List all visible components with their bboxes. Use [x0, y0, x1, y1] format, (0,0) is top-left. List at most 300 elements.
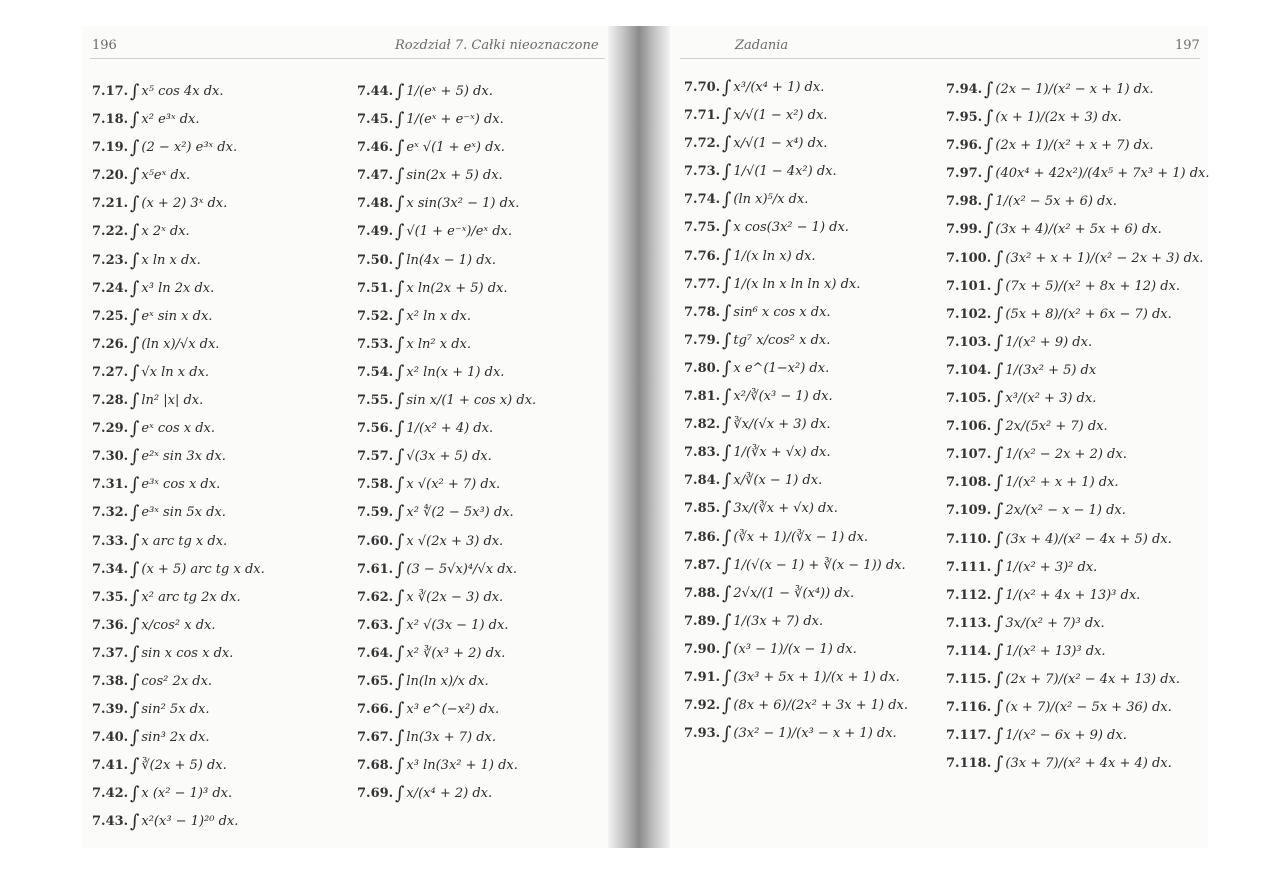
exercise-item — [946, 357, 1210, 385]
integrand-expression: sin² 5x dx. — [141, 702, 210, 718]
exercise-item — [946, 413, 1210, 441]
exercise-number: 7.96. — [946, 138, 983, 154]
integrand-expression: sin x cos x dx. — [141, 645, 234, 661]
integrand-expression: (∛x + 1)/(∛x − 1) dx. — [733, 529, 869, 545]
integrand-expression: x⁵ cos 4x dx. — [141, 84, 224, 99]
integral-sign-icon: ∫ — [395, 165, 405, 187]
exercise-item — [357, 668, 536, 696]
exercise-number: 7.18. — [92, 112, 129, 128]
exercise-number: 7.90. — [684, 641, 721, 657]
exercise-number: 7.70. — [684, 80, 721, 95]
integral-sign-icon: ∫ — [722, 77, 732, 98]
right-running-head: Zadania — [735, 38, 789, 53]
integral-sign-icon: ∫ — [395, 586, 405, 608]
exercise-number: 7.79. — [684, 332, 721, 348]
exercise-number: 7.86. — [684, 529, 721, 545]
integral-sign-icon: ∫ — [395, 474, 405, 496]
integral-sign-icon: ∫ — [722, 329, 732, 351]
exercise-number: 7.27. — [92, 364, 129, 380]
integrand-expression: √x ln x dx. — [141, 364, 210, 380]
exercise-number: 7.78. — [684, 304, 721, 320]
exercise-number: 7.66. — [357, 702, 394, 718]
exercise-item — [946, 245, 1210, 273]
exercise-item — [684, 102, 908, 130]
exercise-item — [684, 327, 908, 355]
integrand-expression: ln(ln x)/x dx. — [406, 673, 489, 689]
integrand-expression: 3x/(x² + 7)³ dx. — [1005, 615, 1105, 631]
integral-sign-icon: ∫ — [994, 753, 1004, 775]
integrand-expression: (x + 5) arc tg x dx. — [141, 561, 265, 577]
exercise-item — [357, 752, 536, 780]
exercise-number: 7.32. — [92, 505, 129, 521]
integral-sign-icon: ∫ — [722, 301, 732, 323]
integral-sign-icon: ∫ — [130, 165, 140, 187]
exercise-number: 7.112. — [946, 587, 992, 603]
integrand-expression: x³ ln 2x dx. — [141, 280, 215, 296]
integrand-expression: x² e³ˣ dx. — [141, 112, 200, 128]
integrand-expression: cos² 2x dx. — [141, 673, 213, 689]
integral-sign-icon: ∫ — [130, 221, 140, 243]
integral-sign-icon: ∫ — [130, 699, 140, 721]
exercise-number: 7.46. — [357, 140, 394, 156]
exercise-number: 7.28. — [92, 393, 129, 409]
exercise-number: 7.41. — [92, 758, 129, 774]
exercise-item — [946, 329, 1210, 357]
exercise-item — [684, 720, 908, 748]
exercise-item — [684, 495, 908, 523]
integral-sign-icon: ∫ — [130, 783, 140, 805]
integrand-expression: 1/(eˣ + e⁻ˣ) dx. — [406, 112, 504, 128]
integral-sign-icon: ∫ — [395, 502, 405, 524]
integrand-expression: 1/(x ln x) dx. — [733, 248, 816, 264]
integral-sign-icon: ∫ — [722, 189, 732, 211]
integral-sign-icon: ∫ — [722, 245, 732, 267]
integral-sign-icon: ∫ — [130, 390, 140, 412]
exercise-number: 7.105. — [946, 391, 992, 407]
integral-sign-icon: ∫ — [994, 697, 1004, 719]
integral-sign-icon: ∫ — [994, 247, 1004, 269]
integrand-expression: x/√(1 − x⁴) dx. — [733, 136, 828, 152]
integrand-expression: x sin(3x² − 1) dx. — [406, 196, 520, 212]
exercise-item — [92, 415, 265, 443]
exercise-number: 7.59. — [357, 505, 394, 521]
right-page-number: 197 — [1175, 38, 1200, 53]
integral-sign-icon: ∫ — [395, 249, 405, 271]
integral-sign-icon: ∫ — [395, 418, 405, 440]
integral-sign-icon: ∫ — [395, 361, 405, 383]
exercise-item — [946, 582, 1210, 610]
exercise-number: 7.42. — [92, 786, 129, 802]
exercise-item — [357, 612, 536, 640]
exercise-number: 7.104. — [946, 362, 992, 378]
integral-sign-icon: ∫ — [984, 135, 994, 157]
integrand-expression: 1/(x ln x ln ln x) dx. — [733, 276, 861, 292]
exercise-number: 7.110. — [946, 531, 992, 547]
exercise-column-2 — [357, 78, 536, 808]
exercise-item — [92, 556, 265, 584]
exercise-item — [684, 271, 908, 299]
exercise-number: 7.89. — [684, 613, 721, 629]
exercise-item — [92, 162, 265, 190]
exercise-item — [357, 303, 536, 331]
integral-sign-icon: ∫ — [130, 193, 140, 215]
integrand-expression: (7x + 5)/(x² + 8x + 12) dx. — [1005, 278, 1181, 294]
integral-sign-icon: ∫ — [130, 249, 140, 271]
integrand-expression: (3x² − 1)/(x³ − x + 1) dx. — [733, 726, 897, 742]
integrand-expression: 1/(x² − 6x + 9) dx. — [1005, 728, 1127, 744]
exercise-item — [357, 106, 536, 134]
exercise-item — [92, 190, 265, 218]
exercise-number: 7.35. — [92, 589, 129, 605]
integrand-expression: (2x − 1)/(x² − x + 1) dx. — [995, 82, 1154, 97]
integral-sign-icon: ∫ — [130, 558, 140, 580]
exercise-item — [684, 580, 908, 608]
exercise-item — [946, 722, 1210, 750]
integral-sign-icon: ∫ — [722, 554, 732, 576]
exercise-number: 7.87. — [684, 557, 721, 573]
exercise-number: 7.22. — [92, 224, 129, 240]
exercise-number: 7.84. — [684, 473, 721, 489]
exercise-number: 7.117. — [946, 728, 992, 744]
integral-sign-icon: ∫ — [984, 163, 994, 185]
exercise-number: 7.63. — [357, 617, 394, 633]
integral-sign-icon: ∫ — [994, 668, 1004, 690]
integral-sign-icon: ∫ — [984, 79, 994, 100]
exercise-item — [946, 104, 1210, 132]
exercise-number: 7.56. — [357, 421, 394, 437]
integral-sign-icon: ∫ — [994, 612, 1004, 634]
exercise-number: 7.71. — [684, 108, 721, 124]
exercise-number: 7.62. — [357, 589, 394, 605]
exercise-item — [357, 134, 536, 162]
exercise-item — [684, 524, 908, 552]
exercise-item — [946, 188, 1210, 216]
exercise-number: 7.55. — [357, 393, 394, 409]
integrand-expression: ln² |x| dx. — [141, 393, 204, 409]
integral-sign-icon: ∫ — [722, 273, 732, 295]
exercise-number: 7.21. — [92, 196, 129, 212]
exercise-item — [684, 74, 908, 102]
exercise-item — [92, 696, 265, 724]
exercise-item — [684, 552, 908, 580]
exercise-item — [946, 497, 1210, 525]
exercise-number: 7.73. — [684, 164, 721, 180]
integrand-expression: ∛(2x + 5) dx. — [141, 758, 227, 774]
exercise-item — [357, 162, 536, 190]
integral-sign-icon: ∫ — [395, 333, 405, 355]
integrand-expression: x² ln(x + 1) dx. — [406, 364, 505, 380]
integrand-expression: √(3x + 5) dx. — [406, 449, 492, 465]
exercise-number: 7.76. — [684, 248, 721, 264]
integrand-expression: eˣ cos x dx. — [141, 421, 215, 437]
integrand-expression: 1/(x² + x + 1) dx. — [1005, 475, 1119, 491]
integrand-expression: x 2ˣ dx. — [141, 224, 190, 240]
integral-sign-icon: ∫ — [130, 418, 140, 440]
integrand-expression: 1/(x² + 13)³ dx. — [1005, 643, 1106, 659]
integral-sign-icon: ∫ — [722, 638, 732, 660]
integrand-expression: x √(2x + 3) dx. — [406, 533, 504, 549]
exercise-item — [357, 331, 536, 359]
exercise-number: 7.23. — [92, 252, 129, 268]
integral-sign-icon: ∫ — [395, 390, 405, 412]
exercise-item — [92, 247, 265, 275]
integrand-expression: √(1 + e⁻ˣ)/eˣ dx. — [406, 224, 513, 240]
integrand-expression: 2√x/(1 − ∛(x⁴)) dx. — [733, 585, 855, 601]
exercise-item — [357, 780, 536, 808]
integral-sign-icon: ∫ — [130, 670, 140, 692]
integral-sign-icon: ∫ — [722, 610, 732, 632]
integral-sign-icon: ∫ — [722, 105, 732, 127]
integrand-expression: 1/(x² + 4x + 13)³ dx. — [1005, 587, 1141, 603]
integrand-expression: 1/(3x² + 5) dx — [1005, 362, 1097, 378]
exercise-number: 7.31. — [92, 477, 129, 493]
integrand-expression: (x + 1)/(2x + 3) dx. — [995, 110, 1122, 126]
integrand-expression: 1/(eˣ + 5) dx. — [406, 84, 493, 99]
exercise-number: 7.69. — [357, 786, 394, 802]
exercise-item — [946, 216, 1210, 244]
integrand-expression: e³ˣ sin 5x dx. — [141, 505, 226, 521]
integral-sign-icon: ∫ — [395, 137, 405, 159]
exercise-number: 7.44. — [357, 84, 394, 99]
integrand-expression: x² √(3x − 1) dx. — [406, 617, 509, 633]
integral-sign-icon: ∫ — [395, 699, 405, 721]
exercise-item — [92, 275, 265, 303]
integrand-expression: (x³ − 1)/(x − 1) dx. — [733, 641, 857, 657]
integrand-expression: (3x³ + 5x + 1)/(x + 1) dx. — [733, 669, 900, 685]
integral-sign-icon: ∫ — [722, 357, 732, 379]
integral-sign-icon: ∫ — [130, 446, 140, 468]
exercise-number: 7.72. — [684, 136, 721, 152]
exercise-item — [684, 608, 908, 636]
integrand-expression: tg⁷ x/cos² x dx. — [733, 332, 831, 348]
exercise-number: 7.45. — [357, 112, 394, 128]
integral-sign-icon: ∫ — [722, 161, 732, 183]
exercise-item — [92, 218, 265, 246]
integral-sign-icon: ∫ — [130, 333, 140, 355]
integrand-expression: x ln x dx. — [141, 252, 201, 268]
exercise-item — [684, 355, 908, 383]
exercise-item — [92, 134, 265, 162]
book-spine — [608, 26, 670, 848]
integrand-expression: (x + 2) 3ˣ dx. — [141, 196, 228, 212]
exercise-item — [92, 640, 265, 668]
integrand-expression: (3x + 7)/(x² + 4x + 4) dx. — [1005, 756, 1172, 772]
integrand-expression: (5x + 8)/(x² + 6x − 7) dx. — [1005, 306, 1172, 322]
integrand-expression: x²(x³ − 1)²⁰ dx. — [141, 814, 239, 830]
exercise-item — [684, 383, 908, 411]
integral-sign-icon: ∫ — [722, 582, 732, 604]
integrand-expression: (3x + 4)/(x² − 4x + 5) dx. — [1005, 531, 1172, 547]
exercise-item — [92, 668, 265, 696]
exercise-number: 7.38. — [92, 673, 129, 689]
integral-sign-icon: ∫ — [722, 133, 732, 155]
exercise-number: 7.39. — [92, 702, 129, 718]
exercise-item — [684, 243, 908, 271]
integral-sign-icon: ∫ — [395, 221, 405, 243]
exercise-number: 7.98. — [946, 194, 983, 210]
exercise-item — [946, 469, 1210, 497]
exercise-item — [684, 439, 908, 467]
exercise-number: 7.49. — [357, 224, 394, 240]
exercise-item — [946, 441, 1210, 469]
exercise-item — [946, 694, 1210, 722]
exercise-item — [684, 664, 908, 692]
integrand-expression: x/√(1 − x²) dx. — [733, 108, 828, 124]
integrand-expression: (ln x)/√x dx. — [141, 336, 220, 352]
exercise-item — [92, 78, 265, 106]
integrand-expression: 1/(x² + 3)² dx. — [1005, 559, 1098, 575]
exercise-item — [92, 387, 265, 415]
integral-sign-icon: ∫ — [994, 331, 1004, 353]
exercise-item — [92, 612, 265, 640]
integral-sign-icon: ∫ — [130, 530, 140, 552]
integrand-expression: 1/(3x + 7) dx. — [733, 613, 824, 629]
exercise-number: 7.81. — [684, 389, 721, 405]
integral-sign-icon: ∫ — [994, 275, 1004, 297]
integrand-expression: (2x + 7)/(x² − 4x + 13) dx. — [1005, 671, 1181, 687]
integral-sign-icon: ∫ — [994, 416, 1004, 438]
integrand-expression: x arc tg x dx. — [141, 533, 228, 549]
exercise-number: 7.80. — [684, 360, 721, 376]
integral-sign-icon: ∫ — [994, 640, 1004, 662]
integral-sign-icon: ∫ — [722, 498, 732, 520]
exercise-number: 7.25. — [92, 308, 129, 324]
exercise-number: 7.85. — [684, 501, 721, 517]
integral-sign-icon: ∫ — [722, 442, 732, 464]
integrand-expression: x (x² − 1)³ dx. — [141, 786, 233, 802]
integrand-expression: 1/√(1 − 4x²) dx. — [733, 164, 837, 180]
integral-sign-icon: ∫ — [395, 670, 405, 692]
exercise-item — [946, 385, 1210, 413]
integrand-expression: (2x + 1)/(x² + x + 7) dx. — [995, 138, 1154, 154]
integrand-expression: 2x/(5x² + 7) dx. — [1005, 419, 1108, 435]
exercise-item — [684, 186, 908, 214]
integrand-expression: (x + 7)/(x² − 5x + 36) dx. — [1005, 700, 1172, 716]
integrand-expression: eˣ √(1 + eˣ) dx. — [406, 140, 505, 156]
exercise-item — [357, 218, 536, 246]
exercise-number: 7.82. — [684, 417, 721, 433]
integrand-expression: 1/(x² − 5x + 6) dx. — [995, 194, 1117, 210]
integrand-expression: x ln(2x + 5) dx. — [406, 280, 508, 296]
exercise-number: 7.54. — [357, 364, 394, 380]
integral-sign-icon: ∫ — [994, 388, 1004, 410]
integrand-expression: (2 − x²) e³ˣ dx. — [141, 140, 238, 156]
integrand-expression: 1/(∛x + √x) dx. — [733, 445, 831, 461]
integrand-expression: (3 − 5√x)⁴/√x dx. — [406, 561, 517, 577]
integrand-expression: x ∛(2x − 3) dx. — [406, 589, 504, 605]
integral-sign-icon: ∫ — [395, 109, 405, 131]
exercise-item — [357, 359, 536, 387]
exercise-number: 7.77. — [684, 276, 721, 292]
exercise-item — [357, 78, 536, 106]
exercise-number: 7.115. — [946, 671, 992, 687]
integrand-expression: x² arc tg 2x dx. — [141, 589, 241, 605]
integrand-expression: (40x⁴ + 42x²)/(4x⁵ + 7x³ + 1) dx. — [995, 166, 1210, 182]
integrand-expression: sin(2x + 5) dx. — [406, 168, 503, 184]
exercise-number: 7.37. — [92, 645, 129, 661]
integrand-expression: ln(4x − 1) dx. — [406, 252, 497, 268]
exercise-item — [92, 780, 265, 808]
exercise-item — [92, 584, 265, 612]
exercise-number: 7.94. — [946, 82, 983, 97]
exercise-item — [946, 750, 1210, 778]
exercise-item — [357, 247, 536, 275]
exercise-item — [357, 275, 536, 303]
integral-sign-icon: ∫ — [994, 500, 1004, 522]
exercise-number: 7.93. — [684, 726, 721, 742]
integrand-expression: x³/(x⁴ + 1) dx. — [733, 80, 825, 95]
exercise-number: 7.17. — [92, 84, 129, 99]
exercise-item — [357, 415, 536, 443]
integral-sign-icon: ∫ — [130, 361, 140, 383]
exercise-item — [357, 443, 536, 471]
exercise-column-3 — [684, 74, 908, 748]
exercise-item — [684, 130, 908, 158]
integrand-expression: sin⁶ x cos x dx. — [733, 304, 831, 320]
exercise-number: 7.53. — [357, 336, 394, 352]
exercise-number: 7.74. — [684, 192, 721, 208]
exercise-number: 7.43. — [92, 814, 129, 830]
integrand-expression: (3x + 4)/(x² + 5x + 6) dx. — [995, 222, 1162, 238]
integral-sign-icon: ∫ — [395, 642, 405, 664]
integral-sign-icon: ∫ — [130, 502, 140, 524]
exercise-number: 7.30. — [92, 449, 129, 465]
exercise-item — [92, 752, 265, 780]
exercise-item — [92, 359, 265, 387]
exercise-number: 7.116. — [946, 700, 992, 716]
integrand-expression: 3x/(∛x + √x) dx. — [733, 501, 838, 517]
exercise-item — [357, 640, 536, 668]
exercise-number: 7.50. — [357, 252, 394, 268]
exercise-number: 7.114. — [946, 643, 992, 659]
exercise-item — [92, 331, 265, 359]
right-header-rule — [680, 58, 1200, 59]
exercise-item — [946, 610, 1210, 638]
left-running-head: Rozdział 7. Całki nieoznaczone — [395, 38, 599, 53]
integral-sign-icon: ∫ — [994, 725, 1004, 747]
integral-sign-icon: ∫ — [395, 81, 405, 102]
integral-sign-icon: ∫ — [130, 137, 140, 159]
exercise-column-4 — [946, 76, 1210, 778]
exercise-number: 7.75. — [684, 220, 721, 236]
integral-sign-icon: ∫ — [722, 723, 732, 745]
exercise-item — [946, 132, 1210, 160]
exercise-item — [92, 106, 265, 134]
exercise-item — [684, 692, 908, 720]
integrand-expression: x² ln x dx. — [406, 308, 471, 324]
exercise-item — [946, 273, 1210, 301]
exercise-item — [357, 724, 536, 752]
exercise-number: 7.47. — [357, 168, 394, 184]
exercise-item — [946, 301, 1210, 329]
integrand-expression: e³ˣ cos x dx. — [141, 477, 221, 493]
exercise-number: 7.102. — [946, 306, 992, 322]
integral-sign-icon: ∫ — [395, 727, 405, 749]
exercise-item — [92, 471, 265, 499]
exercise-number: 7.65. — [357, 673, 394, 689]
integrand-expression: 2x/(x² − x − 1) dx. — [1005, 503, 1126, 519]
integral-sign-icon: ∫ — [395, 277, 405, 299]
exercise-item — [92, 499, 265, 527]
integral-sign-icon: ∫ — [994, 528, 1004, 550]
exercise-item — [684, 636, 908, 664]
integrand-expression: x/(x⁴ + 2) dx. — [406, 786, 493, 802]
exercise-number: 7.88. — [684, 585, 721, 601]
exercise-number: 7.33. — [92, 533, 129, 549]
exercise-item — [92, 443, 265, 471]
integrand-expression: ∛x/(√x + 3) dx. — [733, 417, 831, 433]
exercise-item — [357, 556, 536, 584]
